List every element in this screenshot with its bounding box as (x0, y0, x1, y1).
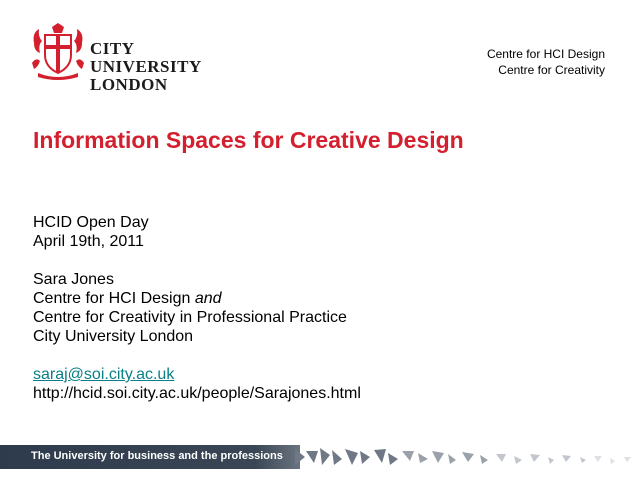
logo-line-2: LONDON (90, 75, 168, 94)
footer-band (0, 445, 640, 469)
author-affiliation-1 (33, 289, 361, 308)
affiliation-1-text: Centre for HCI Design (33, 290, 191, 307)
author-url: http://hcid.soi.city.ac.uk/people/Sarajones.html (33, 385, 361, 402)
author-email-link[interactable]: saraj@soi.city.ac.uk (33, 366, 175, 383)
logo-wordmark (90, 40, 240, 94)
author-name: Sara Jones (33, 271, 114, 288)
university-crest-icon (30, 23, 86, 81)
author-institution: City University London (33, 328, 194, 345)
footer-decoration-pattern (290, 445, 640, 469)
event-date: April 19th, 2011 (33, 233, 144, 250)
centre-creativity: Centre for Creativity (498, 63, 605, 77)
logo-line-1: CITY UNIVERSITY (90, 39, 202, 76)
centre-hci-design: Centre for HCI Design (486, 47, 605, 61)
slide-body (33, 213, 361, 403)
footer-tagline: The University for business and the professions (31, 450, 283, 462)
slide-title: Information Spaces for Creative Design (33, 127, 464, 153)
affiliation-conjunction: and (194, 290, 222, 307)
author-affiliation-2: Centre for Creativity in Professional Practice (33, 309, 347, 326)
event-name: HCID Open Day (33, 214, 149, 231)
city-university-logo (30, 23, 240, 94)
centres-header (487, 46, 605, 78)
